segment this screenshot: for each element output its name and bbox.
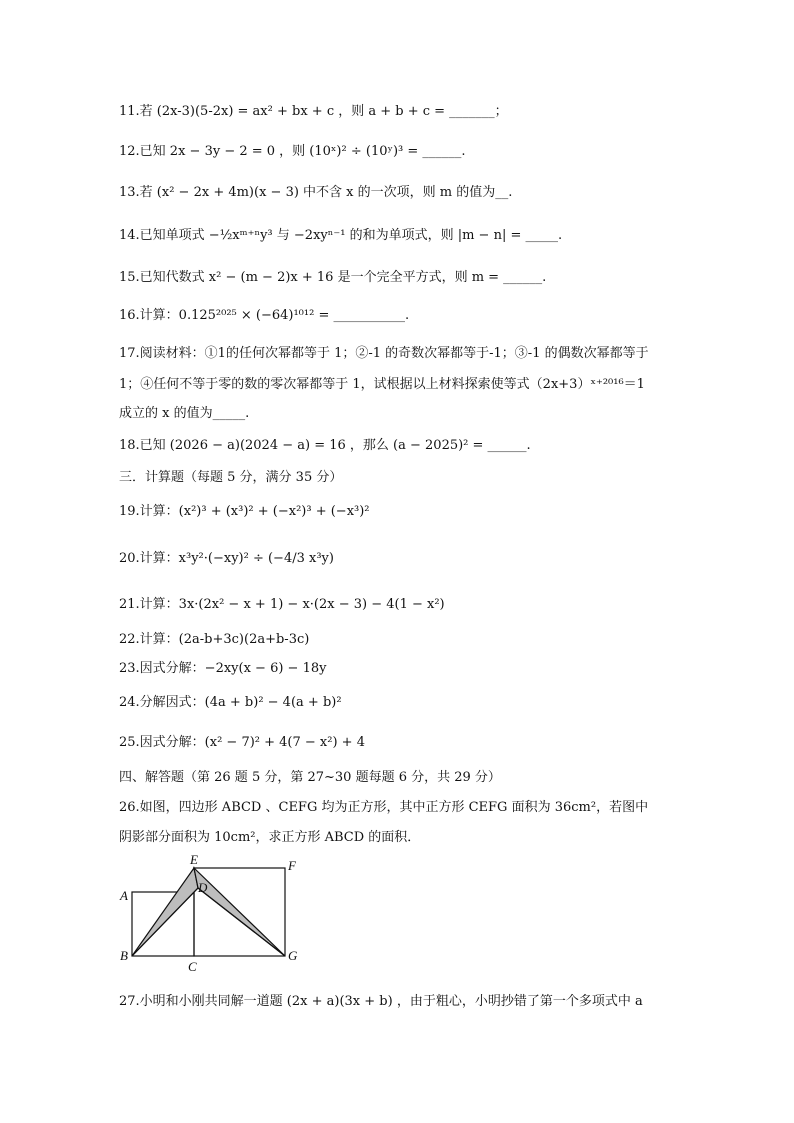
segment-dg [198,888,285,956]
problem-13: 13.若 (x² − 2x + 4m)(x − 3) 中不含 x 的一次项，则 m 的值为__. [119,185,513,200]
label-a: A [120,888,128,903]
problem-20: 20.计算：x³y²·(−xy)² ÷ (−4/3 x³y) [119,551,334,566]
problem-22: 22.计算：(2a-b+3c)(2a+b-3c) [119,632,310,647]
problem-17-line2: 1；④任何不等于零的数的零次幂都等于 1，试根据以上材料探索使等式（2x+3）ˣ⁺²⁰¹⁶＝1 [119,377,645,392]
problem-14: 14.已知单项式 −½xᵐ⁺ⁿy³ 与 −2xyⁿ⁻¹ 的和为单项式，则 |m − n| = _____. [119,228,563,243]
label-c: C [188,959,197,973]
problem-19: 19.计算：(x²)³ + (x³)² + (−x²)³ + (−x³)² [119,504,370,519]
label-g: G [288,948,298,963]
label-b: B [120,948,128,963]
problem-26-line2: 阴影部分面积为 10cm²，求正方形 ABCD 的面积． [119,830,421,845]
geometry-figure [110,848,310,973]
problem-26-line1: 26.如图，四边形 ABCD 、CEFG 均为正方形，其中正方形 CEFG 面积为 36cm²，若图中 [119,800,649,815]
problem-17-line3: 成立的 x 的值为_____. [119,406,250,421]
label-f: F [288,858,296,873]
problem-16: 16.计算：0.125²⁰²⁵ × (−64)¹⁰¹² = ___________. [119,308,410,323]
problem-24: 24.分解因式：(4a + b)² − 4(a + b)² [119,695,342,710]
problem-15: 15.已知代数式 x² − (m − 2)x + 16 是一个完全平方式，则 m = ______. [119,270,547,285]
problem-27: 27.小明和小刚共同解一道题 (2x + a)(3x + b) ，由于粗心，小明抄错了第一个多项式中 a [119,994,643,1009]
problem-12: 12.已知 2x − 3y − 2 = 0 ，则 (10ˣ)² ÷ (10ʸ)³ = ______. [119,144,466,159]
section-3-heading: 三．计算题（每题 5 分，满分 35 分） [119,470,343,485]
problem-21: 21.计算：3x·(2x² − x + 1) − x·(2x − 3) − 4(1 − x²) [119,597,445,612]
problem-18: 18.已知 (2026 − a)(2024 − a) = 16 ，那么 (a − 2025)² = ______. [119,438,531,453]
label-d: D [198,880,208,895]
problem-17-line1: 17.阅读材料：①1的任何次幂都等于 1；②-1 的奇数次幂都等于-1；③-1 的偶数次幂都等于 [119,346,649,361]
shaded-region-left [132,868,198,956]
problem-25: 25.因式分解：(x² − 7)² + 4(7 − x²) + 4 [119,735,365,750]
section-4-heading: 四、解答题（第 26 题 5 分，第 27~30 题每题 6 分，共 29 分） [119,770,501,785]
problem-23: 23.因式分解：−2xy(x − 6) − 18y [119,661,327,676]
problem-11: 11.若 (2x-3)(5-2x) = ax² + bx + c ，则 a + b + c = _______； [119,104,508,119]
shaded-region-right [194,868,285,956]
segment-bd [132,888,198,956]
label-e: E [190,852,198,867]
